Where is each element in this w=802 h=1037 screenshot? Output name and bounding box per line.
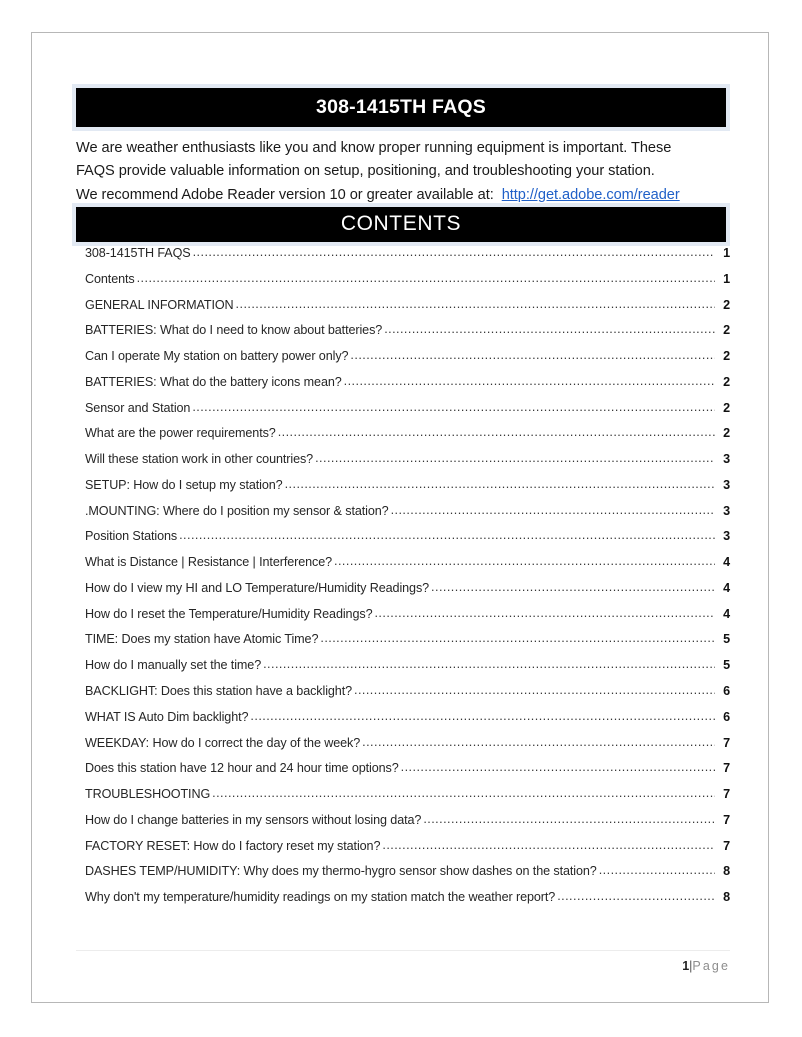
toc-entry-page-number: 8 bbox=[723, 890, 730, 905]
toc-entry-label: TROUBLESHOOTING bbox=[85, 787, 211, 802]
toc-dot-leader bbox=[354, 683, 715, 695]
toc-entry[interactable] bbox=[85, 348, 730, 374]
toc-dot-leader bbox=[263, 657, 715, 669]
toc-entry-page-number: 3 bbox=[723, 477, 730, 492]
toc-entry-page-number: 7 bbox=[723, 787, 730, 802]
toc-entry-page-number: 4 bbox=[723, 580, 730, 595]
document-page bbox=[31, 32, 769, 1003]
toc-entry-label: .MOUNTING: Where do I position my sensor & station? bbox=[85, 503, 389, 518]
toc-entry[interactable] bbox=[85, 297, 730, 323]
contents-banner-text: CONTENTS bbox=[76, 207, 726, 242]
toc-entry-page-number: 2 bbox=[723, 374, 730, 389]
toc-entry[interactable] bbox=[85, 735, 730, 761]
toc-entry-label: 308-1415TH FAQS bbox=[85, 246, 191, 260]
toc-entry[interactable] bbox=[85, 477, 730, 503]
toc-entry-label: SETUP: How do I setup my station? bbox=[85, 477, 283, 492]
intro-line-1: We are weather enthusiasts like you and know proper running equipment is important. These bbox=[76, 140, 672, 156]
toc-entry-label: Why don't my temperature/humidity readings on my station match the weather report? bbox=[85, 890, 556, 905]
toc-entry-page-number: 6 bbox=[723, 684, 730, 699]
toc-entry-page-number: 2 bbox=[723, 323, 730, 338]
toc-entry[interactable] bbox=[85, 657, 730, 683]
toc-entry-label: BATTERIES: What do I need to know about batteries? bbox=[85, 323, 383, 338]
toc-entry[interactable] bbox=[85, 863, 730, 889]
toc-entry-page-number: 1 bbox=[723, 271, 730, 286]
intro-line-3-text: We recommend Adobe Reader version 10 or greater available at: bbox=[76, 186, 494, 203]
toc-dot-leader bbox=[320, 631, 715, 643]
toc-entry-label: Position Stations bbox=[85, 529, 178, 544]
toc-entry-page-number: 2 bbox=[723, 400, 730, 415]
toc-dot-leader bbox=[599, 863, 715, 875]
toc-entry-label: How do I manually set the time? bbox=[85, 658, 262, 673]
toc-entry[interactable] bbox=[85, 245, 730, 271]
toc-dot-leader bbox=[137, 271, 715, 283]
toc-dot-leader bbox=[285, 477, 715, 489]
toc-entry[interactable] bbox=[85, 683, 730, 709]
toc-entry[interactable] bbox=[85, 838, 730, 864]
toc-entry-label: FACTORY RESET: How do I factory reset my station? bbox=[85, 838, 381, 853]
toc-entry[interactable] bbox=[85, 400, 730, 426]
toc-dot-leader bbox=[557, 889, 715, 901]
toc-dot-leader bbox=[362, 735, 715, 747]
footer-divider bbox=[76, 950, 730, 951]
toc-entry-label: What are the power requirements? bbox=[85, 426, 276, 441]
toc-dot-leader bbox=[391, 503, 715, 515]
toc-entry-page-number: 1 bbox=[723, 246, 730, 260]
toc-dot-leader bbox=[236, 297, 715, 309]
toc-entry-label: WHAT IS Auto Dim backlight? bbox=[85, 709, 249, 724]
page-footer bbox=[76, 959, 730, 973]
toc-entry[interactable] bbox=[85, 812, 730, 838]
toc-entry[interactable] bbox=[85, 271, 730, 297]
adobe-reader-link[interactable]: http://get.adobe.com/reader bbox=[501, 186, 680, 203]
toc-entry-label: Can I operate My station on battery power only? bbox=[85, 349, 349, 364]
toc-dot-leader bbox=[212, 786, 715, 798]
toc-dot-leader bbox=[344, 374, 715, 386]
toc-entry[interactable] bbox=[85, 580, 730, 606]
toc-dot-leader bbox=[193, 245, 715, 257]
toc-entry[interactable] bbox=[85, 451, 730, 477]
toc-entry-label: How do I view my HI and LO Temperature/Humidity Readings? bbox=[85, 580, 430, 595]
toc-entry-label: GENERAL INFORMATION bbox=[85, 297, 234, 312]
toc-dot-leader bbox=[250, 709, 715, 721]
toc-entry[interactable] bbox=[85, 709, 730, 735]
toc-dot-leader bbox=[334, 554, 715, 566]
toc-entry[interactable] bbox=[85, 889, 730, 915]
toc-entry[interactable] bbox=[85, 374, 730, 400]
toc-entry-page-number: 4 bbox=[723, 606, 730, 621]
toc-entry-page-number: 7 bbox=[723, 761, 730, 776]
toc-dot-leader bbox=[179, 528, 715, 540]
toc-entry-label: What is Distance | Resistance | Interference? bbox=[85, 555, 333, 570]
footer-page-word: Page bbox=[692, 959, 730, 973]
toc-entry-page-number: 4 bbox=[723, 555, 730, 570]
toc-dot-leader bbox=[431, 580, 715, 592]
toc-entry-label: DASHES TEMP/HUMIDITY: Why does my thermo-hygro sensor show dashes on the station? bbox=[85, 864, 597, 879]
toc-entry-page-number: 5 bbox=[723, 658, 730, 673]
toc-entry[interactable] bbox=[85, 425, 730, 451]
toc-entry-page-number: 2 bbox=[723, 297, 730, 312]
toc-entry-label: BACKLIGHT: Does this station have a backlight? bbox=[85, 684, 353, 699]
toc-dot-leader bbox=[315, 451, 715, 463]
toc-entry[interactable] bbox=[85, 631, 730, 657]
toc-entry-label: Does this station have 12 hour and 24 hour time options? bbox=[85, 761, 399, 776]
toc-entry[interactable] bbox=[85, 322, 730, 348]
title-banner bbox=[72, 84, 730, 131]
toc-entry[interactable] bbox=[85, 606, 730, 632]
toc-entry-label: TIME: Does my station have Atomic Time? bbox=[85, 632, 319, 647]
intro-line-2: FAQS provide valuable information on setup, positioning, and troubleshooting your station. bbox=[76, 163, 655, 180]
toc-entry-page-number: 3 bbox=[723, 529, 730, 544]
toc-entry-label: How do I change batteries in my sensors without losing data? bbox=[85, 812, 422, 827]
toc-entry-page-number: 8 bbox=[723, 864, 730, 879]
toc-dot-leader bbox=[382, 838, 715, 850]
toc-entry[interactable] bbox=[85, 760, 730, 786]
toc-entry-page-number: 7 bbox=[723, 838, 730, 853]
contents-banner bbox=[72, 203, 730, 246]
footer-separator: | bbox=[689, 959, 693, 973]
toc-entry-page-number: 7 bbox=[723, 735, 730, 750]
title-banner-text: 308-1415TH FAQS bbox=[76, 88, 726, 127]
intro-paragraph bbox=[76, 137, 736, 207]
toc-entry-page-number: 3 bbox=[723, 503, 730, 518]
toc-entry-label: Will these station work in other countries? bbox=[85, 452, 314, 467]
toc-dot-leader bbox=[384, 322, 715, 334]
toc-entry-label: Contents bbox=[85, 271, 135, 286]
toc-entry-page-number: 5 bbox=[723, 632, 730, 647]
toc-entry-label: Sensor and Station bbox=[85, 400, 191, 415]
toc-entry[interactable] bbox=[85, 554, 730, 580]
toc-dot-leader bbox=[192, 400, 715, 412]
toc-entry-page-number: 6 bbox=[723, 709, 730, 724]
toc-dot-leader bbox=[350, 348, 715, 360]
table-of-contents bbox=[85, 245, 730, 915]
toc-dot-leader bbox=[278, 425, 715, 437]
toc-entry-page-number: 3 bbox=[723, 452, 730, 467]
footer-page-number: 1 bbox=[682, 959, 690, 973]
toc-entry-label: BATTERIES: What do the battery icons mean? bbox=[85, 374, 342, 389]
toc-entry[interactable] bbox=[85, 786, 730, 812]
toc-dot-leader bbox=[423, 812, 715, 824]
toc-entry[interactable] bbox=[85, 503, 730, 529]
toc-entry-label: WEEKDAY: How do I correct the day of the week? bbox=[85, 735, 361, 750]
toc-entry-label: How do I reset the Temperature/Humidity Readings? bbox=[85, 606, 373, 621]
toc-entry-page-number: 2 bbox=[723, 426, 730, 441]
toc-dot-leader bbox=[374, 606, 715, 618]
toc-dot-leader bbox=[401, 760, 715, 772]
toc-entry-page-number: 2 bbox=[723, 349, 730, 364]
toc-entry[interactable] bbox=[85, 528, 730, 554]
toc-entry-page-number: 7 bbox=[723, 812, 730, 827]
